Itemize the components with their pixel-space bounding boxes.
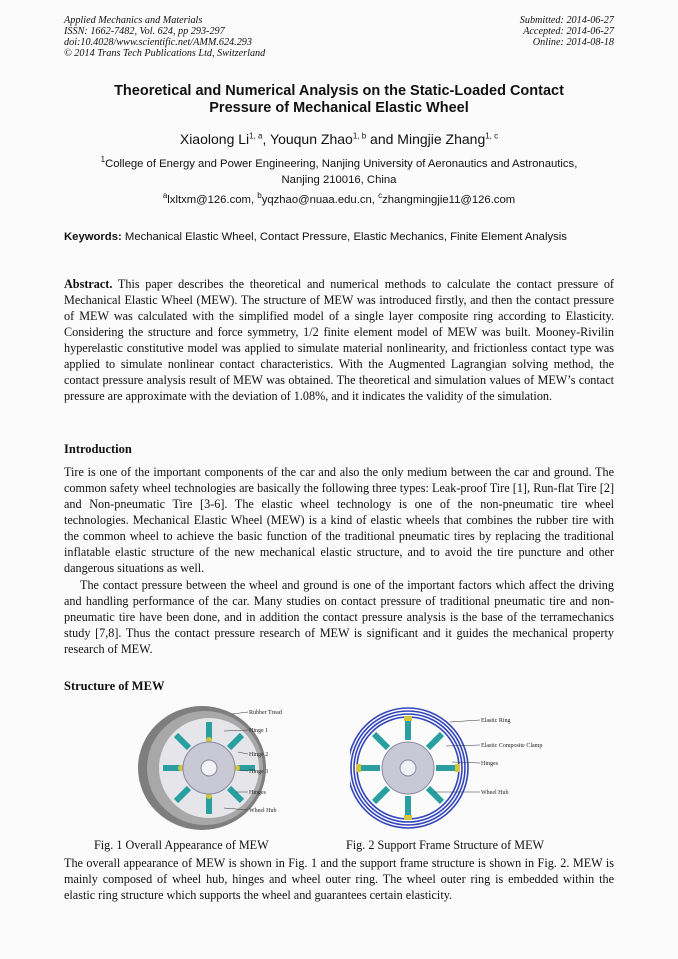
wheel-illustration-2 [350, 708, 468, 828]
keywords [64, 230, 614, 244]
structure-paragraph-1: The overall appearance of MEW is shown in Fig. 1 and the support frame structure is shown in Fig. 2. MEW is mainly composed of wheel hub, hinges and wheel outer ring. The wheel outer ring is embedded within the elastic ring structure which supports the wheel and guarantees certain elasticity. [64, 856, 614, 903]
figure-2-support-frame [350, 700, 570, 838]
fig1-label: Wheel Hub [249, 808, 277, 814]
author-affil-sup: 1, b [352, 131, 367, 141]
accepted-date: Accepted: 2014-06-27 [523, 26, 614, 37]
keywords-text: Mechanical Elastic Wheel, Contact Pressure, Elastic Mechanics, Finite Element Analysis [121, 231, 567, 243]
paper-title [64, 83, 614, 117]
email-sup: a [162, 191, 168, 201]
email-link[interactable]: zhangmingjie11@126.com [382, 194, 516, 206]
section-heading-structure: Structure of MEW [64, 679, 165, 693]
copyright: © 2014 Trans Tech Publications Ltd, Switzerland [64, 48, 266, 59]
affil-sup: 1 [100, 155, 106, 165]
abstract-text: This paper describes the theoretical and numerical methods to calculate the contact pressure of Mechanical Elastic Wheel (MEW). The structure of MEW was introduced firstly, and then the contact pressure of MEW was calculated with the simplified model of a single layer composite ring according to Elasticity. Considering the structure and force symmetry, 1/2 finite element model of MEW was built. Mooney-Rivilin hyperelastic constitutive model was applied to simulate material nonlinearity, and frictionless contact type was applied to simulate nonlinear contact characteristics. With the Augmented Lagrangian solving method, the contact pressure analysis result of MEW was obtained. The theoretical and simulation values of MEW’s contact pressure are approximate with the deviation of 1.08%, and it indicates the validity of the simulation. [64, 277, 614, 404]
fig2-label: Elastic Composite Clamp [481, 743, 543, 749]
intro-paragraph-1: Tire is one of the important components of the car and also the only medium between the car and ground. The common safety wheel technologies are basically the following three types: Leak-proof Tire [1], Run-flat Tire [2] and Non-pneumatic Tire [3-6]. The elastic wheel technology is one of the non-pneumatic tire wheel technologies. Mechanical Elastic Wheel (MEW) is a kind of elastic wheels that combines the rubber tire with the common wheel to achieve the basic function of the traditional pneumatic tires by replacing the traditional inflatable elastic structure of the new mechanical elastic structure, and to avoid the tire puncture and other dangerous situations as well. [64, 465, 614, 576]
email-sup: c [378, 191, 383, 201]
figure-1-overall-appearance [112, 700, 332, 838]
submitted-date: Submitted: 2014-06-27 [519, 15, 614, 26]
email-sup: b [257, 191, 262, 201]
affiliation-line-2: Nanjing 210016, China [281, 174, 397, 186]
fig1-label: Hinge 2 [249, 752, 269, 758]
fig2-label: Wheel Hub [481, 790, 509, 796]
fig1-label: Hinges [249, 790, 266, 796]
fig1-label: Rubber Tread [249, 710, 282, 716]
fig2-label: Elastic Ring [481, 718, 511, 724]
title-line-1: Theoretical and Numerical Analysis on the Static-Loaded Contact [114, 83, 564, 99]
affiliation-line-1: College of Energy and Power Engineering, Nanjing University of Aeronautics and Astronautics, [105, 158, 578, 170]
doi: doi:10.4028/www.scientific.net/AMM.624.293 [64, 37, 252, 48]
figure-1-caption: Fig. 1 Overall Appearance of MEW [94, 838, 269, 852]
figure-2-caption: Fig. 2 Support Frame Structure of MEW [346, 838, 545, 852]
issn: ISSN: 1662-7482, Vol. 624, pp 293-297 [64, 26, 225, 37]
author-affil-sup: 1, c [485, 131, 499, 141]
fig1-label: Hinge 3 [249, 769, 269, 775]
keywords-label: Keywords: [64, 231, 122, 243]
affiliation [64, 156, 614, 188]
wheel-illustration-1 [138, 706, 269, 830]
abstract-label: Abstract. [64, 277, 113, 291]
email-link[interactable]: lxltxm@126.com, [167, 194, 258, 206]
author-name: Youqun Zhao [270, 131, 353, 147]
author-affil-sup: 1, a [249, 131, 263, 141]
journal-name: Applied Mechanics and Materials [64, 15, 203, 26]
abstract [64, 276, 614, 404]
submission-dates [520, 15, 614, 48]
author-emails [64, 191, 614, 206]
fig2-label: Hinges [481, 761, 498, 767]
author-separator: and [366, 131, 398, 147]
author-separator: , [262, 131, 271, 147]
author-name: Mingjie Zhang [397, 131, 486, 147]
fig1-label: Hinge 1 [249, 728, 269, 734]
section-heading-introduction: Introduction [64, 442, 132, 456]
title-line-2: Pressure of Mechanical Elastic Wheel [209, 100, 469, 116]
email-link[interactable]: yqzhao@nuaa.edu.cn, [261, 194, 379, 206]
journal-info [64, 15, 265, 59]
author-list [64, 131, 614, 147]
intro-paragraph-2: The contact pressure between the wheel and ground is one of the important factors which affect the driving and handling performance of the car. Many studies on contact pressure of traditional pneumatic tire and non-pneumatic tire have been done, and in addition the contact pressure analysis is the base of the terramechanics study [7,8]. Thus the contact pressure research of MEW is significant and it guides the mechanical property research of MEW. [64, 578, 614, 657]
online-date: Online: 2014-08-18 [532, 37, 614, 48]
author-name: Xiaolong Li [179, 131, 250, 147]
